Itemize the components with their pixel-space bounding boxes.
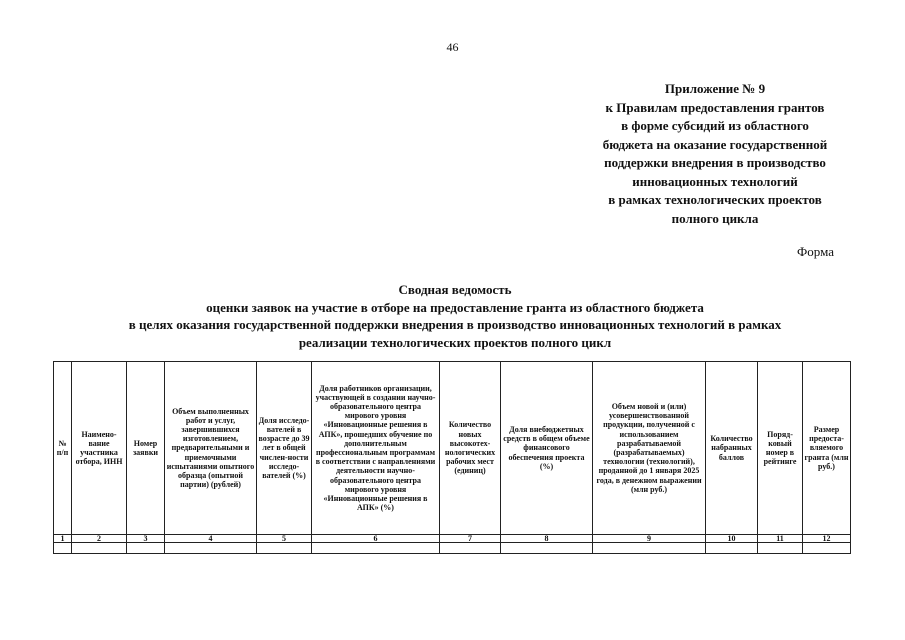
empty-cell: [803, 543, 851, 554]
header-cell: Доля работников организации, участвующей в создании научно-образовательного центра мирового уровня «Инновационные решения в АПК», прошедших обучение по дополнительным профессиональным программам в соответствии с направлениями деятельности научно-образовательного центра мирового уровня «Инновационные решения в АПК» (%): [312, 362, 440, 535]
empty-cell: [312, 543, 440, 554]
summary-table: [53, 361, 851, 554]
header-cell: Наимено-вание участника отбора, ИНН: [72, 362, 127, 535]
empty-cell: [127, 543, 165, 554]
column-number-cell: 7: [440, 535, 501, 543]
column-number-cell: 11: [758, 535, 803, 543]
empty-cell: [593, 543, 706, 554]
column-number-cell: 5: [257, 535, 312, 543]
header-cell: Объем выполненных работ и услуг, завершившихся изготовлением, предварительными и приемочными испытаниями опытного образца (опытной партии) (рублей): [165, 362, 257, 535]
form-label: Форма: [797, 244, 834, 259]
empty-cell: [758, 543, 803, 554]
column-number-cell: 3: [127, 535, 165, 543]
appendix-line: бюджета на оказание государственной: [602, 136, 828, 152]
column-number-cell: 8: [501, 535, 593, 543]
header-cell: Доля исследо-вателей в возрасте до 39 лет в общей числен-ности исследо-вателей (%): [257, 362, 312, 535]
empty-cell: [440, 543, 501, 554]
appendix-block: [570, 80, 860, 228]
table-header-row: [54, 362, 851, 535]
empty-cell: [706, 543, 758, 554]
appendix-line: полного цикла: [671, 210, 759, 226]
document-title: [60, 281, 850, 351]
empty-cell: [257, 543, 312, 554]
header-cell: Количество новых высокотех-нологических рабочих мест (единиц): [440, 362, 501, 535]
header-cell: Количество набранных баллов: [706, 362, 758, 535]
column-number-cell: 10: [706, 535, 758, 543]
appendix-line: в форме субсидий из областного: [621, 118, 809, 133]
appendix-line: Приложение № 9: [664, 81, 766, 96]
header-cell: Доля внебюджетных средств в общем объеме финансового обеспечения проекта (%): [501, 362, 593, 535]
column-number-row: [54, 535, 851, 543]
title-line: реализации технологических проектов полного цикл: [298, 334, 612, 350]
empty-cell: [72, 543, 127, 554]
header-cell: Объем новой и (или) усовершенствованной продукции, полученной с использованием разрабатываемой (разрабатываемых) технологии (технологий), проданной до 1 января 2025 года, в денежном выражении (млн руб.): [593, 362, 706, 535]
empty-cell: [54, 543, 72, 554]
empty-cell: [501, 543, 593, 554]
table-row: [54, 543, 851, 554]
title-line: в целях оказания государственной поддержки внедрения в производство инновационных технологий в рамках: [128, 317, 782, 332]
appendix-line: в рамках технологических проектов: [608, 192, 822, 207]
appendix-line: инновационных технологий: [632, 173, 798, 189]
column-number-cell: 9: [593, 535, 706, 543]
column-number-cell: 12: [803, 535, 851, 543]
header-cell: Номер заявки: [127, 362, 165, 535]
empty-cell: [165, 543, 257, 554]
header-cell: Поряд-ковый номер в рейтинге: [758, 362, 803, 535]
column-number-cell: 4: [165, 535, 257, 543]
title-line: Сводная ведомость: [398, 282, 512, 297]
column-number-cell: 2: [72, 535, 127, 543]
appendix-line: поддержки внедрения в производство: [604, 155, 826, 170]
header-cell: Размер предоста-вляемого гранта (млн руб.): [803, 362, 851, 535]
title-line: оценки заявок на участие в отборе на предоставление гранта из областного бюджета: [206, 299, 704, 315]
column-number-cell: 1: [54, 535, 72, 543]
column-number-cell: 6: [312, 535, 440, 543]
appendix-line: к Правилам предоставления грантов: [605, 99, 825, 115]
page-number: 46: [446, 40, 459, 54]
header-cell: № п/п: [54, 362, 72, 535]
